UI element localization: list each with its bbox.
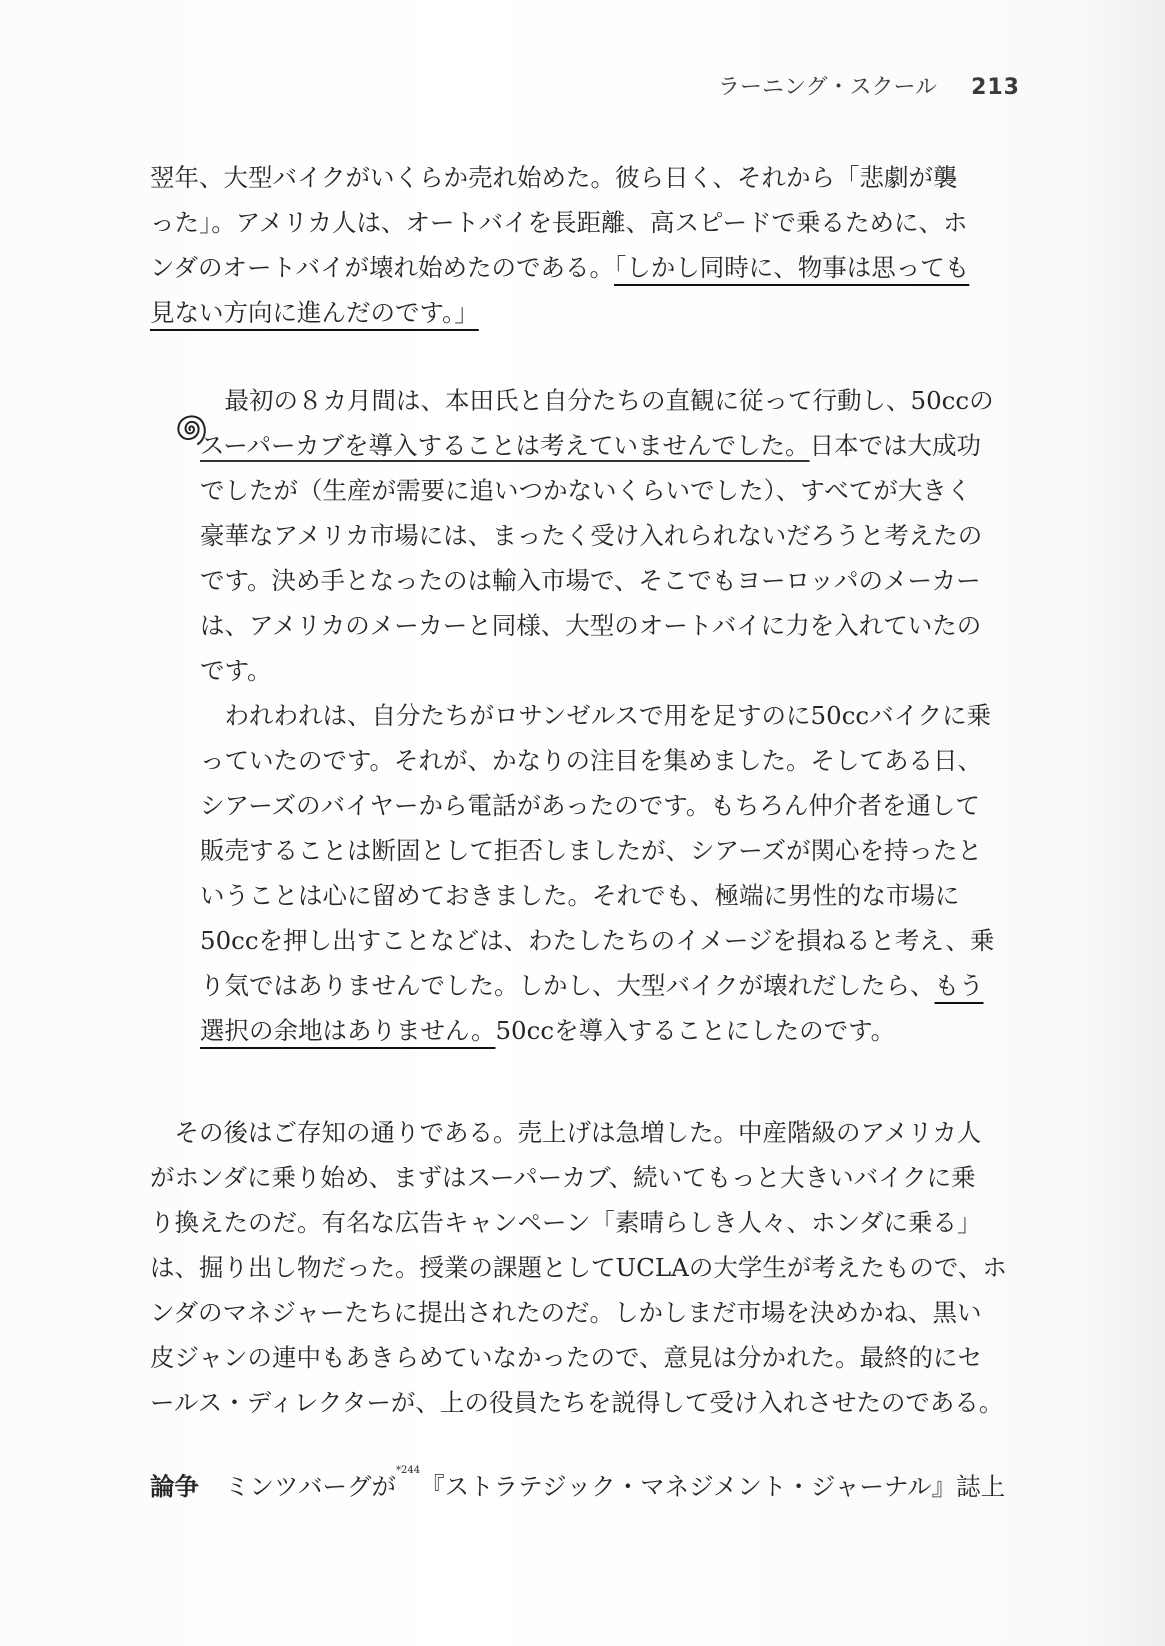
- text-line: は、掘り出し物だった。授業の課題としてUCLAの大学生が考えたもので、ホ: [150, 1253, 1007, 1282]
- paragraph-2: [150, 1110, 1007, 1425]
- underlined-text: もう: [934, 971, 984, 1000]
- text-line: 豪華なアメリカ市場には、まったく受け入れられないだろうと考えたの: [200, 521, 983, 550]
- text-line: ンダのマネジャーたちに提出されたのだ。しかしまだ市場を決めかね、黒い: [150, 1298, 982, 1327]
- underlined-text: 見ない方向に進んだのです。」: [150, 298, 479, 327]
- text-line: は、アメリカのメーカーと同様、大型のオートバイに力を入れていたの: [200, 611, 982, 640]
- text-line: [200, 963, 994, 1008]
- paragraph-1: [150, 155, 969, 335]
- text-line: です。: [200, 656, 272, 685]
- text-line: り換えたのだ。有名な広告キャンペーン「素晴らしき人々、ホンダに乗る」: [150, 1208, 982, 1237]
- text-span: 最初の８カ月間は、本田氏と自分たちの直観に従って行動し、50ccの: [224, 386, 994, 415]
- text-span: 『ストラテジック・マネジメント・ジャーナル』誌上: [420, 1472, 1006, 1501]
- text-line: です。決め手となったのは輸入市場で、そこでもヨーロッパのメーカー: [200, 566, 981, 595]
- text-span: その後はご存知の通りである。売上げは急増した。中産階級のアメリカ人: [174, 1118, 982, 1147]
- text-line: [200, 1008, 994, 1053]
- text-line: [150, 1110, 1007, 1155]
- text-line: [150, 290, 969, 335]
- text-line: [200, 423, 994, 468]
- chapter-title: ラーニング・スクール: [717, 75, 938, 100]
- text-line: [200, 378, 994, 423]
- text-line: でしたが（生産が需要に追いつかないくらいでした）、すべてが大きく: [200, 476, 972, 505]
- quote-block: [200, 378, 994, 1053]
- text-line: 翌年、大型バイクがいくらか売れ始めた。彼ら日く、それから「悲劇が襲: [150, 163, 958, 192]
- text-line: いうことは心に留めておきました。それでも、極端に男性的な市場に: [200, 881, 960, 910]
- hand-underlined-text: スーパーカブを導入することは考えていませんでした。: [200, 431, 810, 460]
- text-span: われわれは、自分たちがロサンゼルスで用を足すのに50ccバイクに乗: [224, 701, 992, 730]
- text-line: [150, 245, 969, 290]
- page-number: 213: [971, 75, 1020, 100]
- text-span: ンダのオートバイが壊れ始めたのである。: [150, 253, 615, 282]
- running-head: [600, 70, 1020, 101]
- text-line: 販売することは断固として拒否しましたが、シアーズが関心を持ったと: [200, 836, 983, 865]
- text-line: シアーズのバイヤーから電話があったのです。もちろん仲介者を通して: [200, 791, 980, 820]
- underlined-text: 「しかし同時に、物事は思っても: [614, 253, 970, 282]
- text-line: った」。アメリカ人は、オートバイを長距離、高スピードで乗るために、ホ: [150, 208, 968, 237]
- text-line: 皮ジャンの連中もあきらめていなかったので、意見は分かれた。最終的にセ: [150, 1343, 983, 1372]
- text-span: 日本では大成功: [809, 431, 982, 460]
- text-line: 50ccを押し出すことなどは、わたしたちのイメージを損ねると考え、乗: [200, 926, 995, 955]
- text-span: 50ccを導入することにしたのです。: [495, 1016, 896, 1045]
- section-heading-line: [150, 1465, 1006, 1503]
- text-line: ールス・ディレクターが、上の役員たちを説得して受け入れさせたのである。: [150, 1388, 1004, 1417]
- underlined-text: 選択の余地はありません。: [200, 1016, 496, 1045]
- text-line: っていたのです。それが、かなりの注目を集めました。そしてある日、: [200, 746, 983, 775]
- text-line: [200, 693, 994, 738]
- section-heading: 論争: [150, 1472, 199, 1501]
- text-span: ミンツバーグが: [225, 1472, 397, 1501]
- text-span: り気ではありませんでした。しかし、大型バイクが壊れだしたら、: [200, 971, 935, 1000]
- text-line: がホンダに乗り始め、まずはスーパーカブ、続いてもっと大きいバイクに乗: [150, 1163, 976, 1192]
- footnote-ref: *244: [396, 1465, 421, 1476]
